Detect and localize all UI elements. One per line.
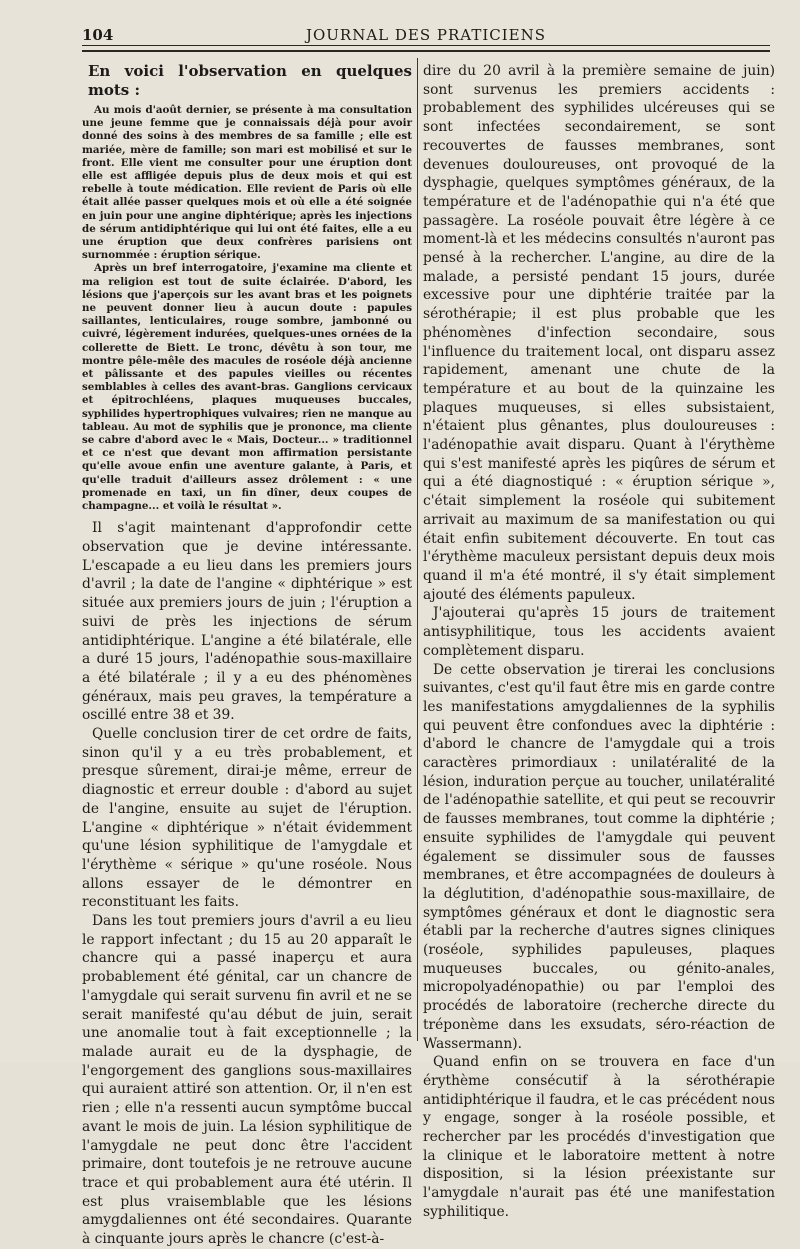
conclusions-paragraph: De cette observation je tirerai les conclusions suivantes, c'est qu'il faut être mis en garde contre les manifestations amygdaliennes de la syphilis qui peuvent être confondues avec la diphtérie : d'abord le chancre de l'amygdale qui a trois caractères primordiaux : unilatéralité de la lésion, induration perçue au toucher, unilatéralité de l'adénopathie satellite, et qui peut se recouvrir de fausses membranes, tout comme la diphtérie ; ensuite syphilides de l'amygdale qui peuvent également se dissimuler sous de fausses membranes, et être accompagnées de douleurs à la déglutition, d'adénopathie sous-maxillaire, de symptômes généraux et dont le diagnostic sera établi par la recherche d'autres signes cliniques (roséole, syphilides papuleuses, plaques muqueuses buccales, ou génito-anales, micropolyadénopathie) ou par l'emploi des procédés de laboratoire (recherche directe du tréponème dans les exsudats, séro-réaction de Wassermann). [423,661,775,1052]
observation-paragraph-1: Au mois d'août dernier, se présente à ma consultation une jeune femme que je connaissais déjà pour avoir donné des soins à des membres de sa famille ; elle est mariée, mère de famille; son mari est mobilisé et sur le front. Elle vient me consulter pour une éruption dont elle est affligée depuis plus de deux mois et qui est rebelle à toute médication. Elle revient de Paris où elle était allée passer quelques mois et où elle a été soignée en juin pour une angine diphtérique; après les injections de sérum antidiphtérique qui lui ont été faites, elle a eu une éruption que deux confrères parisiens ont surnommée : éruption sérique. [82,104,412,262]
analysis-paragraph-3: Dans les tout premiers jours d'avril a eu lieu le rapport infectant ; du 15 au 20 apparaît le chancre qui a passé inaperçu et aura probablement été génital, car un chancre de l'amygdale qui serait survenu fin avril et ne se serait manifesté qu'au début de juin, serait une anomalie tout à fait exceptionnelle ; la malade aurait eu de la dysphagie, de l'engorgement des ganglions sous-maxillaires qui auraient attiré son attention. Or, il n'en est rien ; elle n'a ressenti aucun symptôme buccal avant le mois de juin. La lésion syphilitique de l'amygdale ne peut donc être l'accident primaire, dont toutefois je ne retrouve aucune trace et qui probablement aura été utérin. Il est plus vraisemblable que les lésions amygdaliennes ont été secondaires. Quarante à cinquante jours après le chancre (c'est-à- [82,913,412,1248]
treatment-paragraph: J'ajouterai qu'après 15 jours de traitement antisyphilitique, tous les accidents avaient complètement disparu. [423,605,775,659]
journal-title: JOURNAL DES PRATICIENS [305,26,547,44]
analysis-paragraph-1: Il s'agit maintenant d'approfondir cette observation que je devine intéressante. L'escapade a eu lieu dans les premiers jours d'avril ; la date de l'angine « diphtérique » est située aux premiers jours de juin ; l'éruption a suivi de près les injections de sérum antidiphtérique. L'angine a été bilatérale, elle a duré 15 jours, l'adénopathie sous-maxillaire a été bilatérale ; il y a eu des phénomènes généraux, mais peu graves, la température a oscillé entre 38 et 39. [82,520,412,724]
page-number: 104 [82,26,114,44]
observation-lead: En voici l'observation en quelques mots : [88,62,412,99]
header-rule-thin [82,45,770,46]
column-divider [417,58,418,1041]
final-paragraph: Quand enfin on se trouvera en face d'un érythème consécutif à la sérothérapie antidiphtérique il faudra, et le cas précédent nous y engage, songer à la roséole possible, et rechercher par les procédés d'investigation que la clinique et le laboratoire mettent à notre disposition, si la lésion préexistante sur l'amygdale n'aurait pas été une manifestation syphilitique. [423,1054,775,1220]
page-header [82,22,770,52]
left-column [82,62,412,1248]
analysis-paragraph-2: Quelle conclusion tirer de cet ordre de faits, sinon qu'il y a eu très probablement, et presque sûrement, dirai-je même, erreur de diagnostic et erreur double : d'abord au sujet de l'angine, ensuite au sujet de l'éruption. L'angine « diphtérique » n'était évidemment qu'une lésion syphilitique de l'amygdale et l'érythème « sérique » qu'une roséole. Nous allons essayer de le démontrer en reconstituant les faits. [82,726,412,911]
right-column [423,62,775,1220]
header-rule-thick [82,50,770,52]
continuation-paragraph: dire du 20 avril à la première semaine de juin) sont survenus les premiers accidents : probablement des syphilides ulcéreuses qui se sont infectées secondairement, se sont recouvertes de fausses membranes, sont devenues douloureuses, ont provoqué de la dysphagie, quelques symptômes généraux, de la température et de l'adénopathie qui n'a été que passagère. La roséole pouvait être légère à ce moment-là et les médecins consultés n'auront pas pensé à la rechercher. L'angine, au dire de la malade, a persisté pendant 15 jours, durée excessive pour une diphtérie traitée par la sérothérapie; il est plus probable que les phénomènes d'infection secondaire, sous l'influence du traitement local, ont disparu assez rapidement, amenant une chute de la température et au bout de la quinzaine les plaques muqueuses, si elles subsistaient, n'étaient plus gênantes, plus douloureuses : l'adénopathie avait disparu. Quant à l'érythème qui s'est manifesté après les piqûres de sérum et qui a été diagnostiqué : « éruption sérique », c'était simplement la roséole qui subitement arrivait au maximum de sa manifestation ou qui était enfin subitement découverte. En tout cas l'érythème maculeux persistant depuis deux mois quand il m'a été montré, il s'y était simplement ajouté des éléments papuleux. [423,63,775,603]
observation-paragraph-2: Après un bref interrogatoire, j'examine ma cliente et ma religion est tout de suite éclairée. D'abord, les lésions que j'aperçois sur les avant bras et les poignets ne peuvent donner lieu à aucun doute : papules saillantes, lenticulaires, rouge sombre, jambonné ou cuivré, légèrement indurées, quelques-unes ornées de la collerette de Biett. Le tronc, dévêtu à son tour, me montre pêle-mêle des macules de roséole déjà ancienne et pâlissante et des papules vieilles ou récentes semblables à celles des avant-bras. Ganglions cervicaux et épitrochléens, plaques muqueuses buccales, syphilides hypertrophiques vulvaires; rien ne manque au tableau. Au mot de syphilis que je prononce, ma cliente se cabre d'abord avec le « Mais, Docteur... » traditionnel et ce n'est que devant mon affirmation persistante qu'elle avoue enfin une aventure galante, à Paris, et qu'elle traduit d'ailleurs assez drôlement : « une promenade en taxi, un fin dîner, deux coupes de champagne... et voilà le résultat ». [82,262,412,513]
